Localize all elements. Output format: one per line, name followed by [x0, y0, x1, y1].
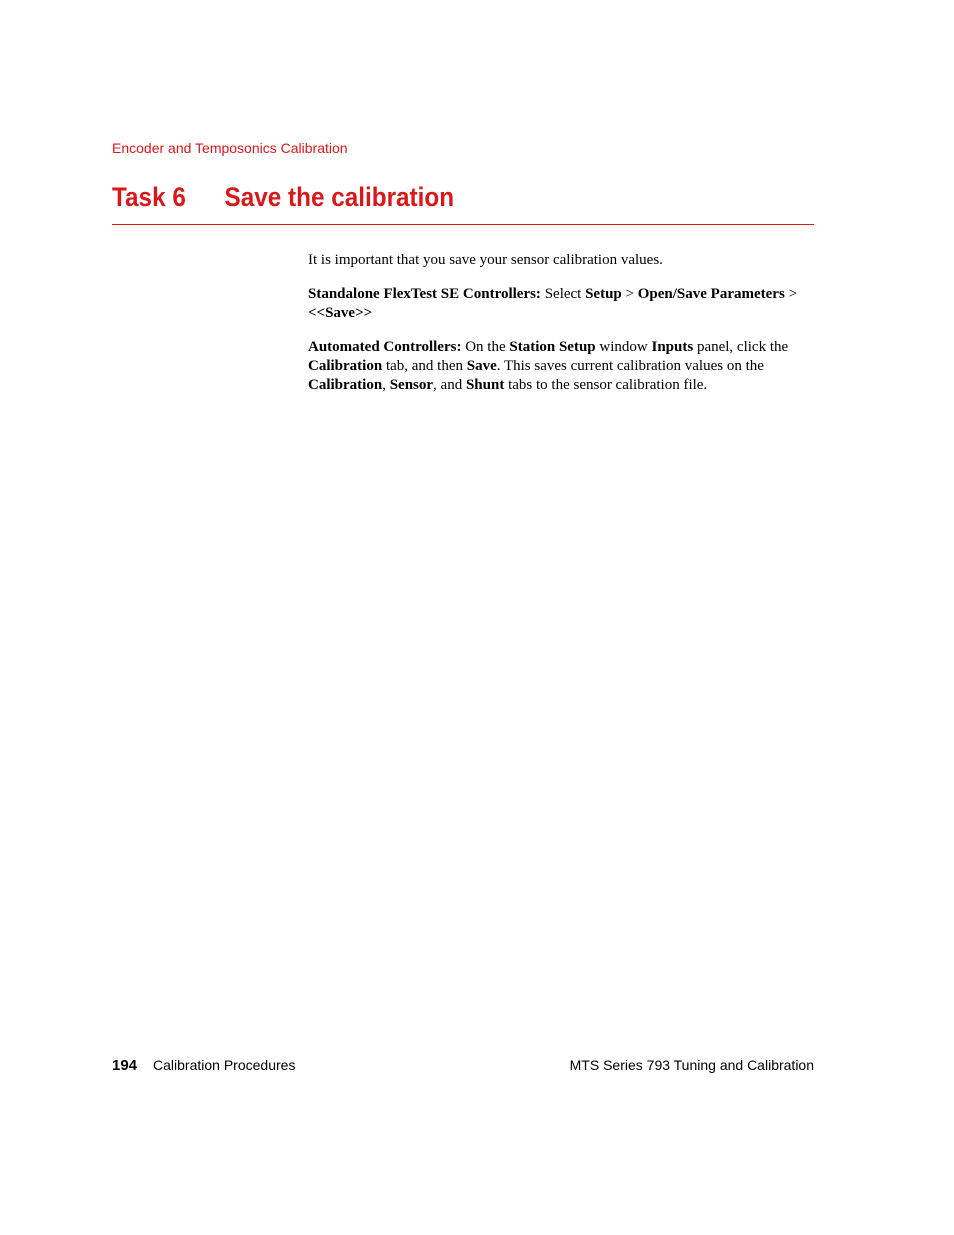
- footer-left: [112, 1057, 295, 1074]
- footer-section: Calibration Procedures: [153, 1057, 296, 1073]
- automated-text-3: panel, click the: [693, 339, 789, 355]
- sensor-tab-ref: Sensor: [389, 377, 434, 393]
- automated-text-5: . This saves current calibration values on the: [496, 358, 764, 374]
- open-save-parameters-ref: Open/Save Parameters: [637, 286, 785, 302]
- station-setup-ref: Station Setup: [509, 339, 596, 355]
- calibration-tab-ref: Calibration: [308, 358, 383, 374]
- inputs-ref: Inputs: [651, 339, 694, 355]
- automated-text-1: On the: [461, 339, 510, 355]
- automated-text-6: ,: [382, 377, 390, 393]
- task-number: Task 6: [112, 182, 186, 212]
- intro-paragraph: It is important that you save your sensor calibration values.: [308, 252, 663, 268]
- automated-text-2: window: [595, 339, 652, 355]
- calibration-tab-ref-2: Calibration: [308, 377, 383, 393]
- shunt-tab-ref: Shunt: [465, 377, 505, 393]
- footer-book-title: MTS Series 793 Tuning and Calibration: [569, 1057, 814, 1073]
- standalone-text-2: >: [621, 286, 638, 302]
- automated-paragraph: [308, 338, 814, 395]
- automated-lead: Automated Controllers:: [308, 339, 462, 355]
- standalone-text-1: Select: [540, 286, 586, 302]
- running-header: Encoder and Temposonics Calibration: [112, 140, 348, 156]
- task-heading: [112, 182, 744, 222]
- standalone-paragraph: [308, 285, 814, 323]
- setup-menu-ref: Setup: [585, 286, 622, 302]
- save-ref: <<Save>>: [308, 305, 373, 321]
- standalone-lead: Standalone FlexTest SE Controllers:: [308, 286, 541, 302]
- save-button-ref: Save: [466, 358, 497, 374]
- task-title: Save the calibration: [224, 182, 455, 212]
- automated-text-4: tab, and then: [382, 358, 467, 374]
- standalone-text-3: >: [784, 286, 798, 302]
- page-number: 194: [112, 1057, 138, 1074]
- heading-divider: [112, 224, 814, 225]
- automated-text-8: tabs to the sensor calibration file.: [504, 377, 708, 393]
- automated-text-7: , and: [433, 377, 466, 393]
